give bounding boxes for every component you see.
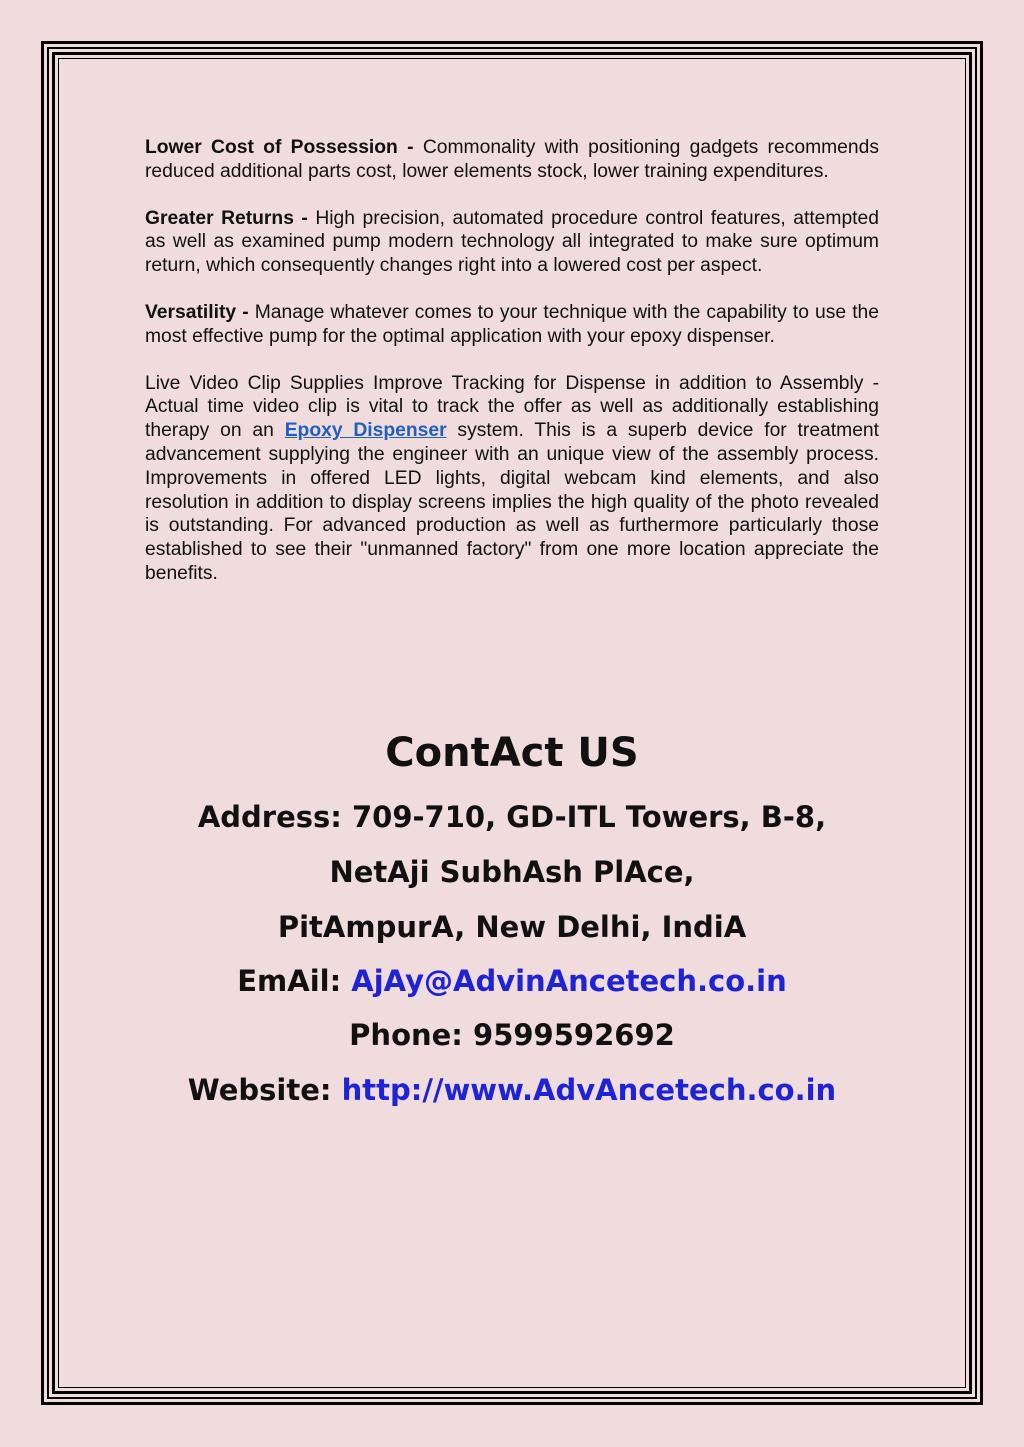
paragraph-live-video bbox=[145, 372, 879, 586]
contact-address-line: NetAji SubhAsh PlAce, bbox=[329, 855, 695, 889]
website-label: Website: bbox=[187, 1073, 342, 1107]
website-link[interactable]: http://www.AdvAncetech.co.in bbox=[341, 1073, 837, 1107]
contact-title: ContAct US bbox=[385, 730, 639, 776]
phone-number: 9599592692 bbox=[473, 1018, 675, 1052]
paragraph-text: High precision, automated procedure control features, attempted as well as examined pump modern technology all integrated to make sure optimum return, which consequently changes right into a lowered cost per aspect. bbox=[145, 207, 879, 277]
email-link[interactable]: AjAy@AdvinAncetech.co.in bbox=[351, 964, 787, 998]
contact-phone bbox=[100, 1018, 924, 1052]
paragraph-text: system. This is a superb device for treatment advancement supplying the engineer with an unique view of the assembly process. Improvements in offered LED lights, digital webcam kind elements, and also resolution in addition to display screens implies the high quality of the photo revealed is outstanding. For advanced production as well as furthermore particularly those established to see their "unmanned factory" from one more location appreciate the benefits. bbox=[145, 420, 879, 584]
epoxy-dispenser-link[interactable]: Epoxy Dispenser bbox=[284, 420, 447, 442]
paragraph-greater-returns bbox=[145, 207, 879, 278]
contact-website bbox=[100, 1073, 924, 1107]
contact-email bbox=[100, 964, 924, 998]
paragraph-lower-cost bbox=[145, 136, 879, 184]
article-body bbox=[145, 136, 879, 609]
contact-address-line: Address: 709-710, GD-ITL Towers, B-8, bbox=[197, 800, 827, 834]
paragraph-text: Live Video Clip Supplies Improve Tracking for Dispense in addition to Assembly - Actual time video clip is vital to track the offer as well as additionally establishing therapy on an bbox=[145, 372, 879, 442]
email-label: EmAil: bbox=[237, 964, 352, 998]
paragraph-text: Manage whatever comes to your technique with the capability to use the most effective pump for the optimal application with your epoxy dispenser. bbox=[145, 301, 879, 347]
paragraph-versatility bbox=[145, 301, 879, 349]
phone-label: Phone: bbox=[349, 1018, 474, 1052]
paragraph-text: Commonality with positioning gadgets recommends reduced additional parts cost, lower elements stock, lower training expenditures. bbox=[145, 137, 879, 182]
paragraph-heading: Greater Returns - bbox=[145, 207, 308, 229]
contact-address-line: PitAmpurA, New Delhi, IndiA bbox=[277, 910, 747, 944]
paragraph-heading: Versatility - bbox=[145, 301, 249, 323]
paragraph-heading: Lower Cost of Possession - bbox=[145, 137, 414, 158]
